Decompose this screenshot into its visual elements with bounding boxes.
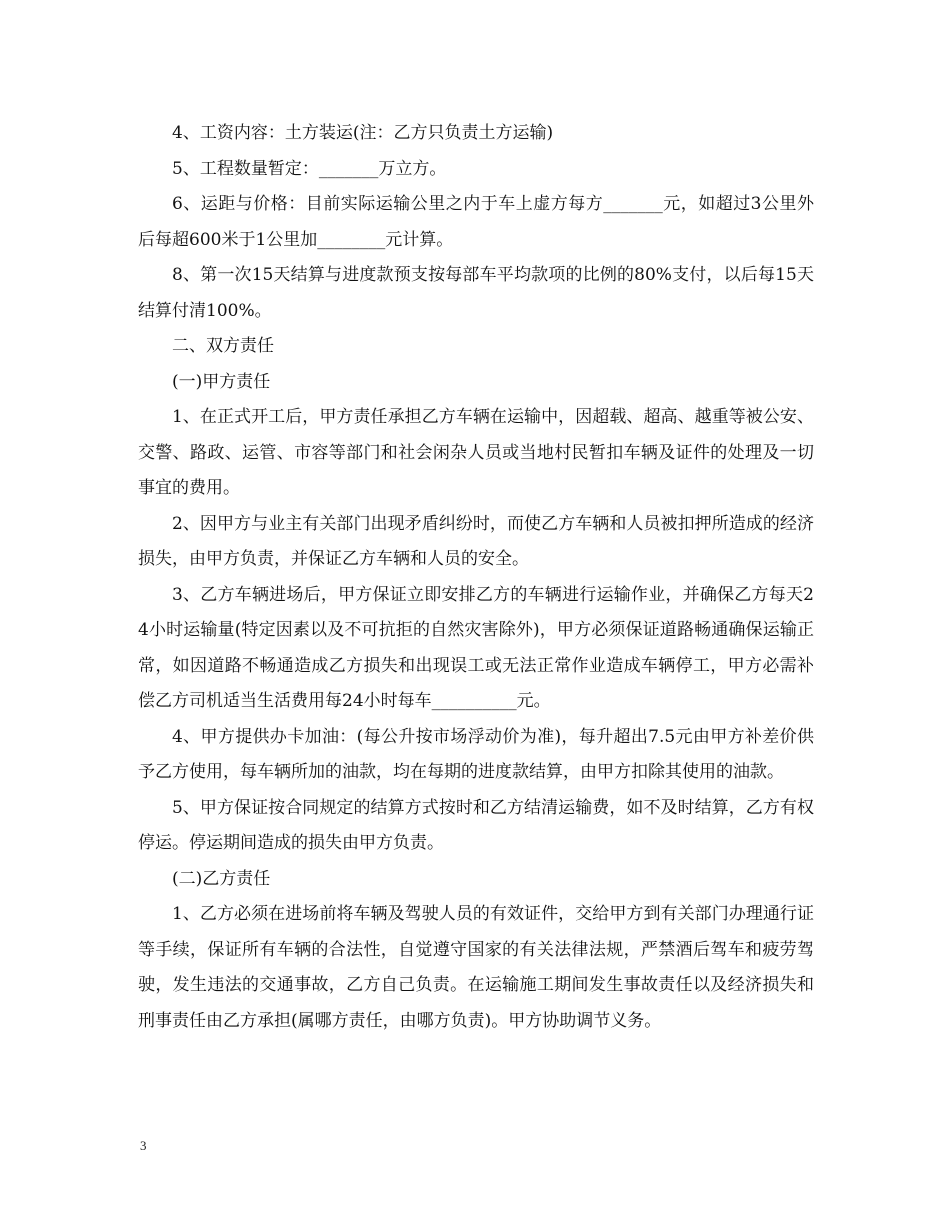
paragraph-distance-price: 6、运距与价格：目前实际运输公里之内于车上虚方每方_______元，如超过3公里外后每超600米于1公里加________元计算。 bbox=[138, 194, 814, 250]
paragraph-party-a-item-5: 5、甲方保证按合同规定的结算方式按时和乙方结清运输费，如不及时结算，乙方有权停运。停运期间造成的损失由甲方负责。 bbox=[138, 797, 814, 853]
paragraph-party-a-item-1: 1、在正式开工后，甲方责任承担乙方车辆在运输中，因超载、超高、越重等被公安、交警、路政、运管、市容等部门和社会闲杂人员或当地村民暂扣车辆及证件的处理及一切事宜的费用。 bbox=[138, 407, 814, 498]
document-body bbox=[138, 116, 814, 1039]
paragraph-party-a-item-2: 2、因甲方与业主有关部门出现矛盾纠纷时，而使乙方车辆和人员被扣押所造成的经济损失，由甲方负责，并保证乙方车辆和人员的安全。 bbox=[138, 513, 814, 569]
paragraph-quantity: 5、工程数量暂定：_______万立方。 bbox=[172, 158, 447, 179]
paragraph-party-b-item-1: 1、乙方必须在进场前将车辆及驾驶人员的有效证件，交给甲方到有关部门办理通行证等手续，保证所有车辆的合法性，自觉遵守国家的有关法律法规，严禁酒后驾车和疲劳驾驶，发生违法的交通事故，乙方自己负责。在运输施工期间发生事故责任以及经济损失和刑事责任由乙方承担(属哪方责任，由哪方负责)。甲方协助调节义务。 bbox=[138, 904, 814, 1031]
paragraph-settlement: 8、第一次15天结算与进度款预支按每部车平均款项的比例的80%支付，以后每15天结算付清100%。 bbox=[138, 265, 814, 321]
section-heading-responsibilities: 二、双方责任 bbox=[172, 336, 274, 356]
page-number: 3 bbox=[140, 1138, 147, 1153]
subsection-heading-party-a: (一)甲方责任 bbox=[172, 371, 271, 392]
paragraph-wage-content: 4、工资内容：土方装运(注：乙方只负责土方运输) bbox=[172, 123, 554, 143]
paragraph-party-a-item-4: 4、甲方提供办卡加油：(每公升按市场浮动价为准)，每升超出7.5元由甲方补差价供予乙方使用，每车辆所加的油款，均在每期的进度款结算，由甲方扣除其使用的油款。 bbox=[138, 726, 814, 782]
paragraph-party-a-item-3: 3、乙方车辆进场后，甲方保证立即安排乙方的车辆进行运输作业，并确保乙方每天24小时运输量(特定因素以及不可抗拒的自然灾害除外)，甲方必须保证道路畅通确保运输正常，如因道路不畅通造成乙方损失和出现误工或无法正常作业造成车辆停工，甲方必需补偿乙方司机适当生活费用每24小时每车__________元。 bbox=[138, 584, 814, 711]
subsection-heading-party-b: (二)乙方责任 bbox=[172, 868, 271, 889]
